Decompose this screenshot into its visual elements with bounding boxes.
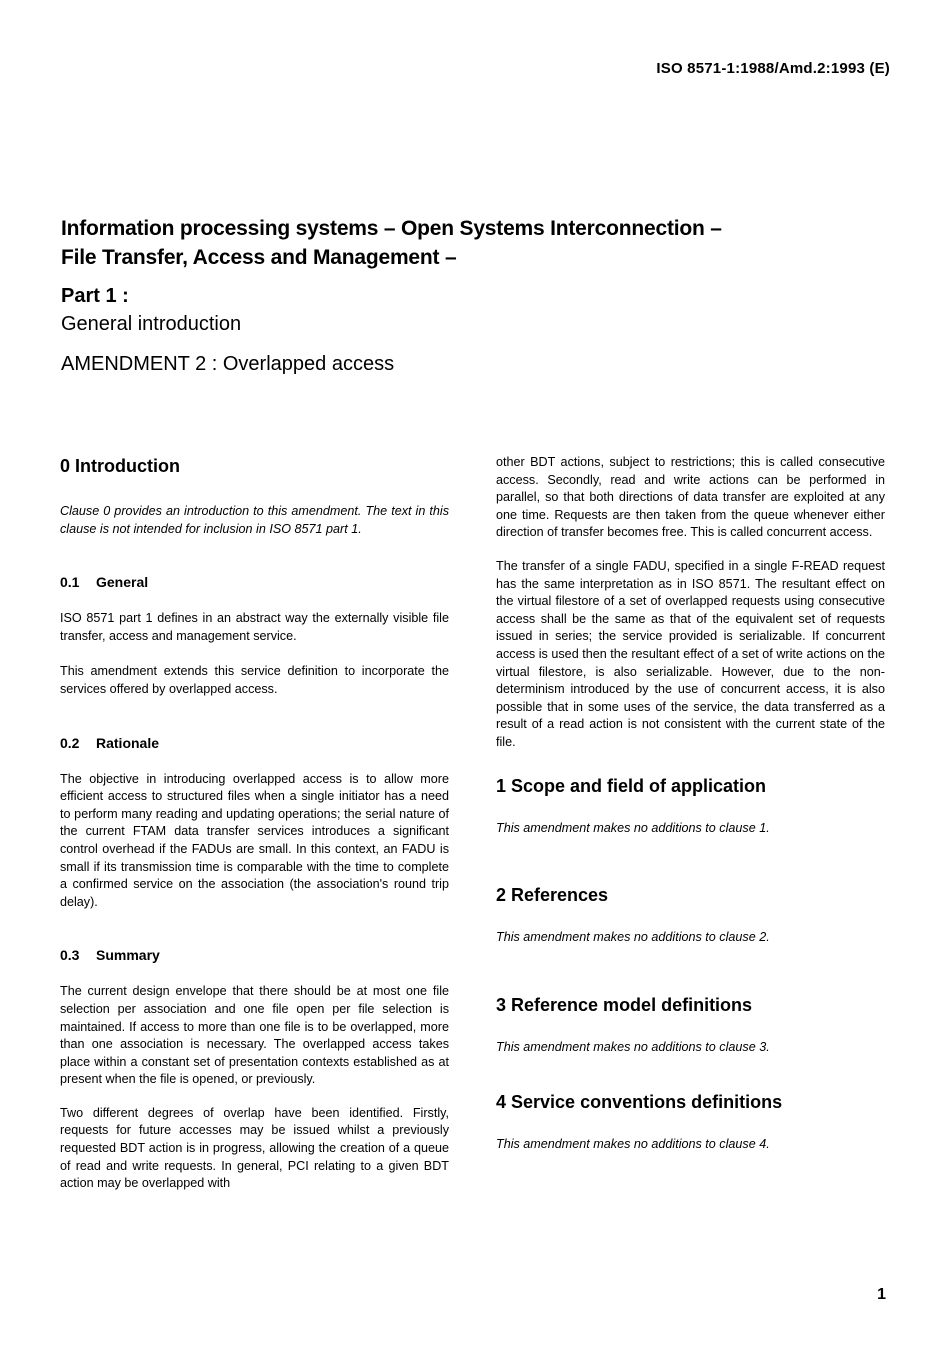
paragraph: The transfer of a single FADU, specified in a single F-READ request has the same interpretation as in ISO 8571. The resultant effect on the virtual filestore of a set of overlapped requests using consecutive access shall be the same as that of the equivalent set of requests issued in series; the service provided is serializable. If concurrent access is used then the resultant effect of a set of write actions on the virtual filestore, is also serializable. However, due to the non-determinism introduced by the use of concurrent access, it is also possible that in some uses of the service, the data transferred as a result of a read action is not consistent with the current state of the file. [496, 558, 885, 749]
clause-note: This amendment makes no additions to clause 2. [496, 930, 770, 945]
title-line-1: Information processing systems – Open Systems Interconnection – [61, 217, 722, 240]
clause-note: This amendment makes no additions to clause 1. [496, 820, 770, 835]
clause-note: This amendment makes no additions to clause 4. [496, 1137, 770, 1152]
paragraph: The current design envelope that there should be at most one file selection per association and one file open per file selection is maintained. If access to more than one file is to be overlapped, more than one association is necessary. The overlapped access takes place within a constant set of presentation contexts established as at present when the file is opened, or previously. [60, 984, 449, 1087]
right-column [496, 454, 885, 1154]
standard-identifier: ISO 8571-1:1988/Amd.2:1993 (E) [656, 60, 890, 77]
section-heading-general [60, 572, 449, 592]
paragraph: The objective in introducing overlapped access is to allow more efficient access to structured files when a single initiator has a need to perform many reading and updating operations; the serial nature of the current FTAM data transfer services introduces a significant control overhead if the FADUs are small. In this context, an FADU is small if its transmission time is comparable with the time to complete a confirmed service on the association (the association's round trip delay). [60, 771, 449, 909]
section-heading-summary [60, 945, 449, 965]
amendment-title: AMENDMENT 2 : Overlapped access [61, 353, 395, 375]
section-title: Rationale [96, 734, 160, 751]
part-title: General introduction [61, 313, 242, 335]
section-heading-introduction: 0 Introduction [60, 456, 180, 476]
paragraph: ISO 8571 part 1 defines in an abstract way the externally visible file transfer, access and management service. [60, 611, 449, 643]
section-number: 0.2 [60, 734, 80, 751]
paragraph: other BDT actions, subject to restrictions; this is called consecutive access. Secondly, read and write actions can be performed in parallel, so that both directions of data transfer are exploited at any one time. Requests are then taken from the queue whenever either direction of transfer becomes free. This is called concurrent access. [496, 455, 885, 540]
section-number: 0.1 [60, 574, 80, 591]
section-heading-service-conventions: 4 Service conventions definitions [496, 1092, 783, 1113]
page-number: 1 [877, 1286, 886, 1303]
part-label: Part 1 : [61, 285, 129, 307]
section-heading-rationale [60, 733, 449, 753]
intro-note: Clause 0 provides an introduction to this amendment. The text in this clause is not intended for inclusion in ISO 8571 part 1. [60, 504, 449, 536]
section-heading-references: 2 References [496, 885, 609, 906]
section-number: 0.3 [60, 947, 80, 964]
section-title: General [96, 574, 149, 591]
section-heading-scope: 1 Scope and field of application [496, 775, 767, 796]
title-line-2: File Transfer, Access and Management – [61, 246, 457, 269]
paragraph: This amendment extends this service definition to incorporate the services offered by overlapped access. [60, 664, 449, 696]
clause-note: This amendment makes no additions to clause 3. [496, 1039, 770, 1054]
document-title [61, 214, 861, 272]
paragraph: Two different degrees of overlap have been identified. Firstly, requests for future accesses may be issued whilst a previously requested BDT action is in progress, allowing the creation of a queue of read and write requests. In general, PCI relating to a given BDT action may be overlapped with [60, 1105, 449, 1191]
section-title: Summary [96, 947, 160, 964]
left-column [60, 454, 449, 1193]
section-heading-reference-model: 3 Reference model definitions [496, 994, 753, 1015]
